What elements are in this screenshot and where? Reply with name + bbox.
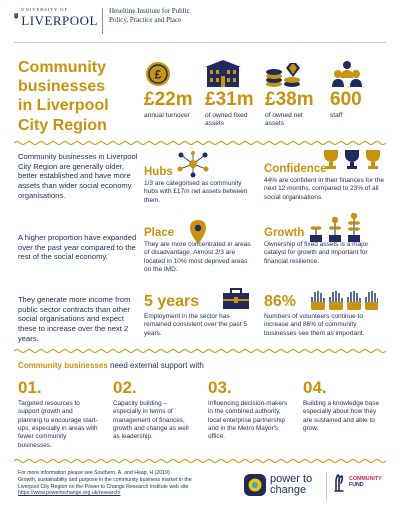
crest-icon: [14, 7, 18, 25]
footer-url-link[interactable]: https://www.powertochange.org.uk/research/: [18, 490, 121, 497]
support-number-3: 03.: [208, 378, 232, 397]
feature-title: 5 years: [144, 293, 200, 310]
support-number-1: 01.: [18, 378, 42, 397]
wavy-divider: [14, 348, 386, 354]
ptc-line-2: change: [270, 484, 307, 496]
page-title: [18, 58, 138, 135]
support-heading-rest: need external support with: [107, 361, 204, 370]
stat-value: £38m: [265, 89, 314, 110]
institute-line-2: Policy, Practice and Place: [109, 16, 182, 25]
feature-growth: [264, 227, 388, 266]
power-to-change-icon: [244, 474, 266, 496]
stat-label: annual turnover: [144, 111, 190, 119]
support-heading: [18, 361, 204, 371]
support-text-4: Building a knowledge base especially about how they are sustained and able to grow.: [303, 400, 380, 432]
heseltine-institute-name: [109, 7, 190, 25]
stat-label: of owned fixed assets: [205, 111, 248, 128]
stat-label: of owned net assets: [265, 111, 303, 128]
feature-body: Employment in the sector has remained consistent over the past 5 years.: [144, 313, 247, 337]
header: [14, 7, 386, 43]
wavy-divider: [14, 140, 386, 146]
cf-line-1: COMMUNITY: [349, 476, 382, 483]
feature-body: 44% are confident in their finances for the next 12 months, compared to 23% of all social organisations.: [264, 177, 384, 201]
coins-diamond-icon: [265, 60, 301, 88]
support-text-2: Capacity building – especially in terms of management of finances, growth and change as well as leadership.: [113, 400, 189, 441]
support-number-4: 04.: [303, 378, 327, 397]
cf-line-2: FUND: [349, 482, 364, 488]
footer-line-1: For more information please see Southern, A. and Heap, H (2019): [18, 470, 170, 476]
title-line-3: in Liverpool: [18, 97, 109, 115]
header-rule: [14, 42, 386, 43]
left-text-established: Community businesses in Liverpool City Region are generally older, better established and have more assets than wider social economy organisations.: [18, 152, 138, 200]
header-divider: [102, 8, 103, 34]
uol-small-text: UNIVERSITY OF: [21, 7, 68, 12]
stat-staff: [330, 60, 364, 120]
support-text-1: Targeted resources to support growth and planning to encourage start-ups, especially in areas with fewer community businesses.: [18, 400, 98, 449]
community-fund-logo: [332, 474, 382, 492]
feature-5-years: [144, 293, 256, 338]
left-text-expanded: A higher proportion have expanded over the past year compared to the rest of the social economy.: [18, 233, 137, 262]
crossed-fingers-icon: [332, 474, 346, 492]
coin-icon: [144, 60, 172, 88]
stat-turnover: [144, 60, 204, 120]
footer-line-3: Liverpool City Region on the Power to Change Research Institute web site: [18, 483, 189, 490]
title-line-4: City Region: [18, 116, 107, 134]
people-icon: [330, 60, 364, 88]
feature-confidence: [264, 163, 388, 202]
logo-divider: [326, 472, 327, 500]
university-of-liverpool-logo: [14, 7, 98, 27]
feature-title: Confidence: [264, 163, 327, 175]
title-line-2: businesses: [18, 78, 106, 96]
uol-big-text: LIVERPOOL: [21, 12, 98, 28]
feature-title: Place: [144, 227, 175, 239]
footer-citation: [18, 470, 233, 497]
building-icon: [205, 60, 241, 88]
feature-body: 1/3 are categorised as community hubs with £17m net assets between them.: [144, 180, 248, 204]
institute-line-1: Heseltine Institute for Public: [109, 7, 190, 15]
stat-value: 600: [330, 89, 362, 110]
left-text-income: They generate more income from public sector contracts than other social organisations and expect these to increase over the next 2 years.: [18, 295, 131, 343]
stat-fixed-assets: [205, 60, 257, 128]
stat-value: £31m: [205, 89, 254, 110]
feature-title: Hubs: [144, 166, 173, 178]
ptc-line-1: power to: [270, 473, 313, 485]
title-line-1: Community: [18, 59, 106, 76]
support-heading-highlight: Community businesses: [18, 361, 108, 370]
stat-label: staff: [330, 111, 343, 119]
power-to-change-logo: [244, 474, 312, 496]
support-text-3: Influencing decision-makers in the combined authority, local enterprise partnership and in the Metro Mayor's office.: [208, 400, 288, 441]
svg-text:£: £: [154, 67, 162, 82]
feature-place: [144, 227, 256, 275]
feature-body: Ownership of fixed assets is a major catalyst for growth and important for financial resilience.: [264, 241, 369, 265]
wavy-divider: [14, 458, 386, 464]
feature-body: Numbers of volunteers continue to increase and 86% of community businesses see them as important.: [264, 313, 365, 337]
feature-title: 86%: [264, 293, 297, 310]
footer-line-2: Growth, sustainability and purpose in the community business market in the: [18, 476, 192, 483]
stat-value: £22m: [144, 89, 193, 110]
feature-title: Growth: [264, 227, 305, 239]
stat-net-assets: [265, 60, 317, 128]
feature-hubs: [144, 166, 256, 205]
feature-body: They are more concentrated in areas of disadvantage. Almost 2/3 are located in 10% most deprived areas on the IMD.: [144, 241, 251, 274]
support-number-2: 02.: [113, 378, 137, 397]
feature-volunteers: [264, 293, 388, 338]
